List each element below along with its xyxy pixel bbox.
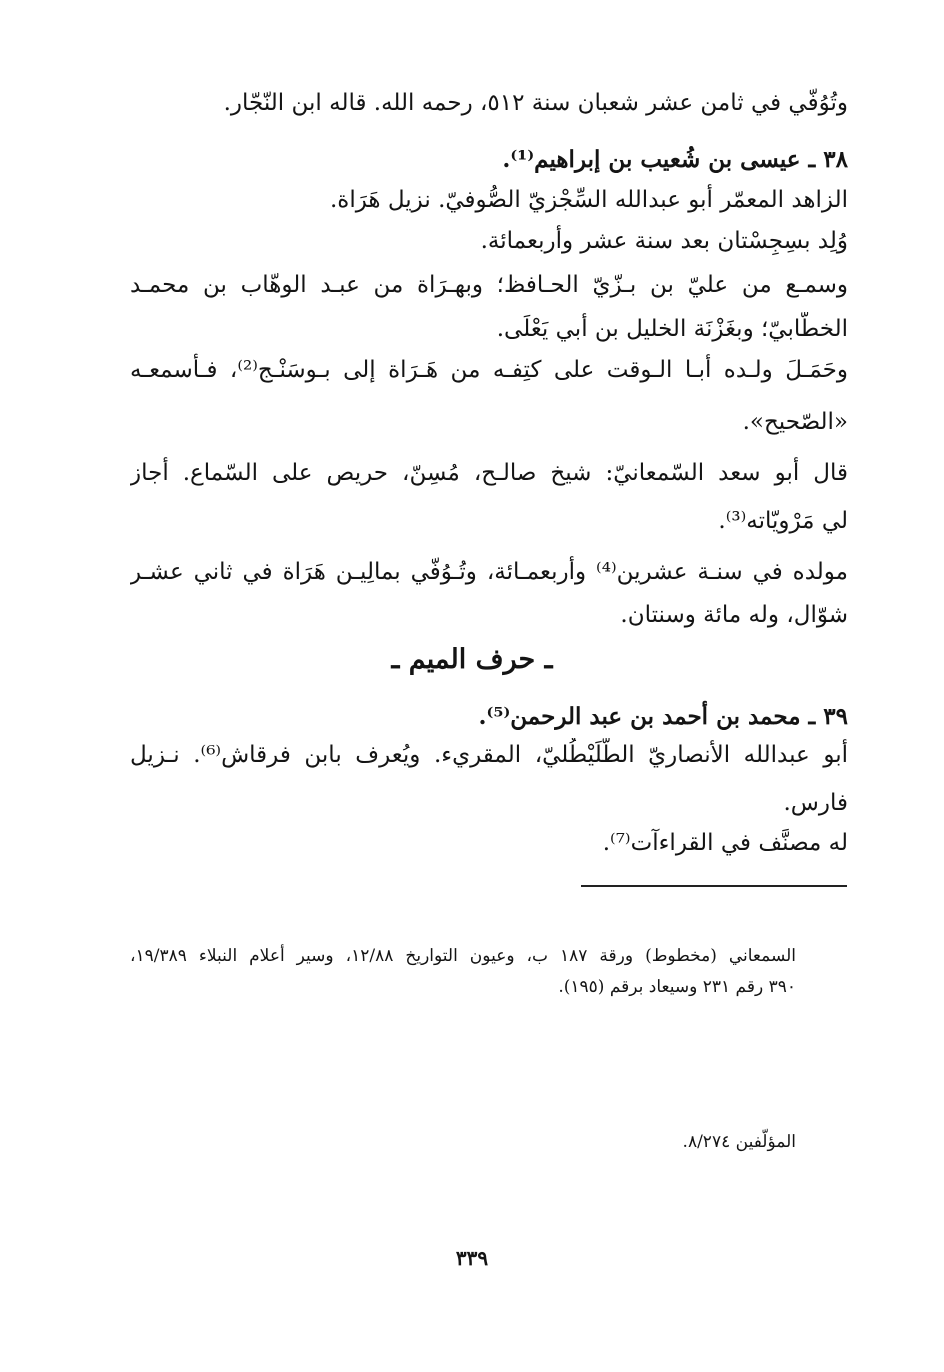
text-line: وُلِد بسِجِسْتان بعد سنة عشر وأربعمائة. [480,228,848,254]
footnote-divider [581,885,847,887]
footnote-continuation: ٣٩٠ رقم ٢٣١ وسيعاد برقم (١٩٥). [558,977,796,997]
text-line: قال أبو سعد السّمعانيّ: شيخ صالـح، مُسِنّ، حريص على السّماع. أجاز [130,460,848,486]
text-line: فارس. [783,790,848,816]
entry-38-heading: ٣٨ ـ عيسى بن شُعيب بن إبراهيم⁽¹⁾. [502,146,848,173]
footnote-continuation: السمعاني (مخطوط) ورقة ١٨٧ ب، وعيون التواريخ ١٢/٨٨، وسير أعلام النبلاء ١٩/٣٨٩، [130,946,796,966]
text-line: مولده في سنـة عشرين⁽⁴⁾ وأربعمـائة، وتُـوُفّي بمالِيـن هَرَاة في ثاني عشـر [130,559,848,585]
text-line: وتُوُفّي في ثامن عشر شعبان سنة ٥١٢، رحمه الله. قاله ابن النّجّار. [223,90,848,116]
entry-39-heading: ٣٩ ـ محمد بن أحمد بن عبد الرحمن⁽⁵⁾. [478,703,848,730]
footnote-continuation: المؤلّفين ٨/٢٧٤. [682,1132,796,1152]
text-line: شوّال، وله مائة وسنتان. [620,602,848,628]
text-line: أبو عبدالله الأنصاريّ الطُّلَيْطُليّ، المقريء. ويُعرف بابن فرقاش⁽⁶⁾. نـزيل [130,742,848,768]
text-line: الخطّابيّ؛ وبغَزْنَة الخليل بن أبي يَعْلَى. [496,316,848,342]
section-heading: ـ حرف الميم ـ [391,644,553,675]
text-line: وحَمَـلَ ولـده أبـا الـوقت على كتِفـه من هَـرَاة إلى بـوسَنْـج⁽²⁾، فـأسمعـه [130,357,848,383]
text-line: «الصّحيح». [742,409,848,435]
text-line: وسمـع من عليّ بن بـزّيّ الحـافظ؛ وبهـرَاة من عبـد الوهّاب بن محمـد [130,272,848,298]
text-line: الزاهد المعمّر أبو عبدالله السِّجْزيّ الصُّوفيّ. نزيل هَرَاة. [329,187,848,213]
page-number: ٣٣٩ [455,1246,489,1270]
text-line: له مصنَّف في القراءآت⁽⁷⁾. [602,830,848,856]
text-line: لي مَرْويّاته⁽³⁾. [718,508,848,534]
